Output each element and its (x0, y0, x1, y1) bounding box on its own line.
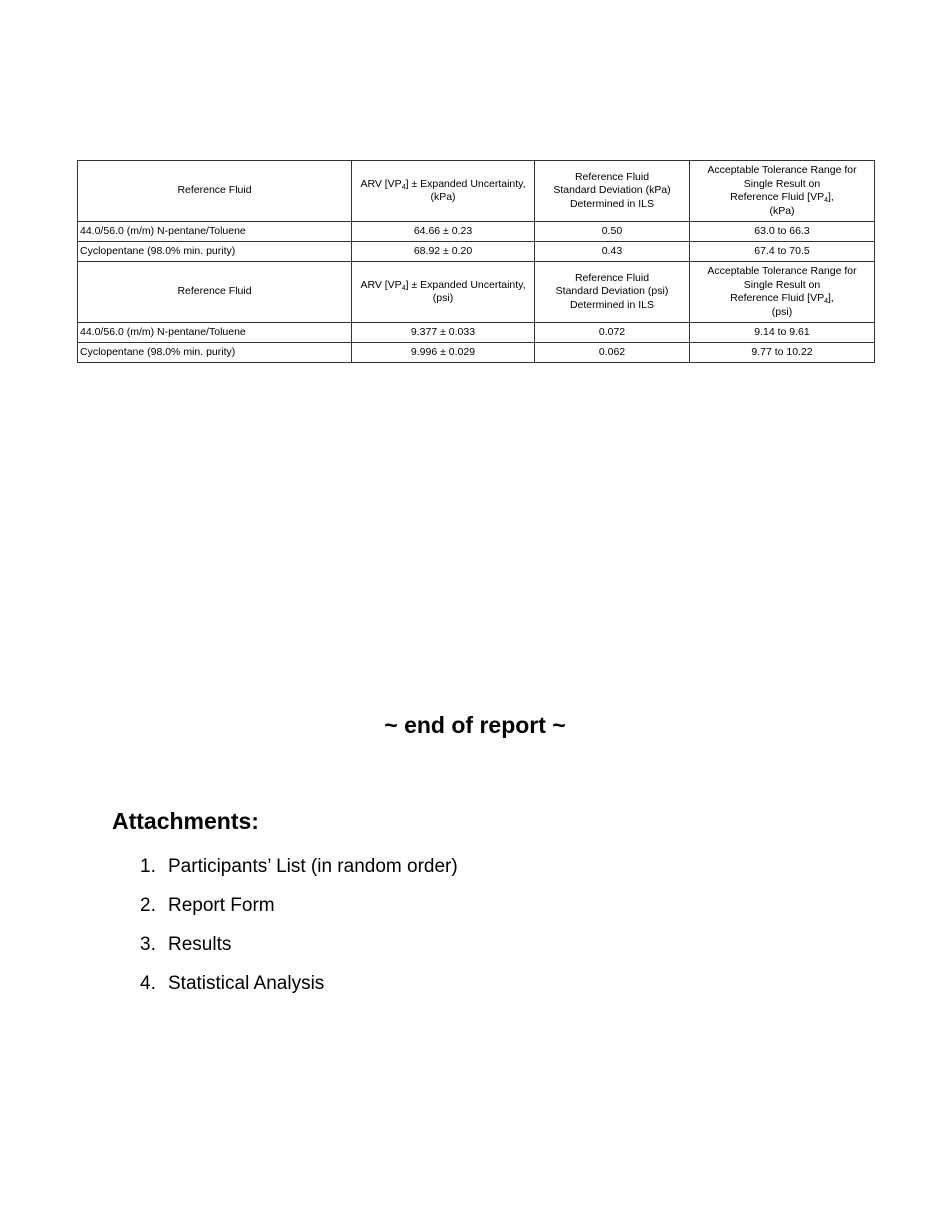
table-header-psi (78, 262, 875, 323)
cell-tolerance: 67.4 to 70.5 (690, 242, 875, 262)
attachments-heading: Attachments: (112, 808, 259, 834)
header-tolerance-range: Acceptable Tolerance Range for Single Result on Reference Fluid $[VP_4]$, (kPa) (690, 161, 875, 222)
table-row (78, 242, 875, 262)
list-item: 3. Results (140, 934, 232, 955)
cell-arv: 9.377 ± 0.033 (352, 323, 535, 343)
table-row (78, 323, 875, 343)
cell-arv: 9.996 ± 0.029 (352, 343, 535, 363)
header-reference-fluid: Reference Fluid (78, 262, 352, 323)
cell-tolerance: 9.77 to 10.22 (690, 343, 875, 363)
header-reference-fluid: Reference Fluid (78, 161, 352, 222)
reference-fluid-table (77, 160, 875, 363)
header-arv: ARV $[VP_4]$ ± Expanded Uncertainty, (psi) (352, 262, 535, 323)
cell-fluid: 44.0/56.0 (m/m) N-pentane/Toluene (78, 323, 352, 343)
table-row (78, 343, 875, 363)
list-item: 2. Report Form (140, 895, 275, 916)
cell-sd: 0.50 (535, 222, 690, 242)
cell-arv: 68.92 ± 0.20 (352, 242, 535, 262)
table-row (78, 222, 875, 242)
cell-sd: 0.072 (535, 323, 690, 343)
header-tolerance-range: Acceptable Tolerance Range for Single Result on Reference Fluid $[VP_4]$, (psi) (690, 262, 875, 323)
cell-fluid: Cyclopentane (98.0% min. purity) (78, 343, 352, 363)
cell-fluid: Cyclopentane (98.0% min. purity) (78, 242, 352, 262)
table-header-kpa (78, 161, 875, 222)
cell-tolerance: 63.0 to 66.3 (690, 222, 875, 242)
header-arv: ARV $[VP_4]$ ± Expanded Uncertainty, (kPa) (352, 161, 535, 222)
attachments-list (140, 856, 458, 1012)
end-of-report-text: ~ end of report ~ (384, 712, 566, 738)
list-item: 4. Statistical Analysis (140, 973, 325, 994)
header-standard-deviation: Reference Fluid Standard Deviation (kPa) Determined in ILS (535, 161, 690, 222)
list-item: 1. Participants’ List (in random order) (140, 856, 458, 877)
cell-sd: 0.062 (535, 343, 690, 363)
cell-tolerance: 9.14 to 9.61 (690, 323, 875, 343)
cell-sd: 0.43 (535, 242, 690, 262)
header-standard-deviation: Reference Fluid Standard Deviation (psi) Determined in ILS (535, 262, 690, 323)
cell-fluid: 44.0/56.0 (m/m) N-pentane/Toluene (78, 222, 352, 242)
cell-arv: 64.66 ± 0.23 (352, 222, 535, 242)
